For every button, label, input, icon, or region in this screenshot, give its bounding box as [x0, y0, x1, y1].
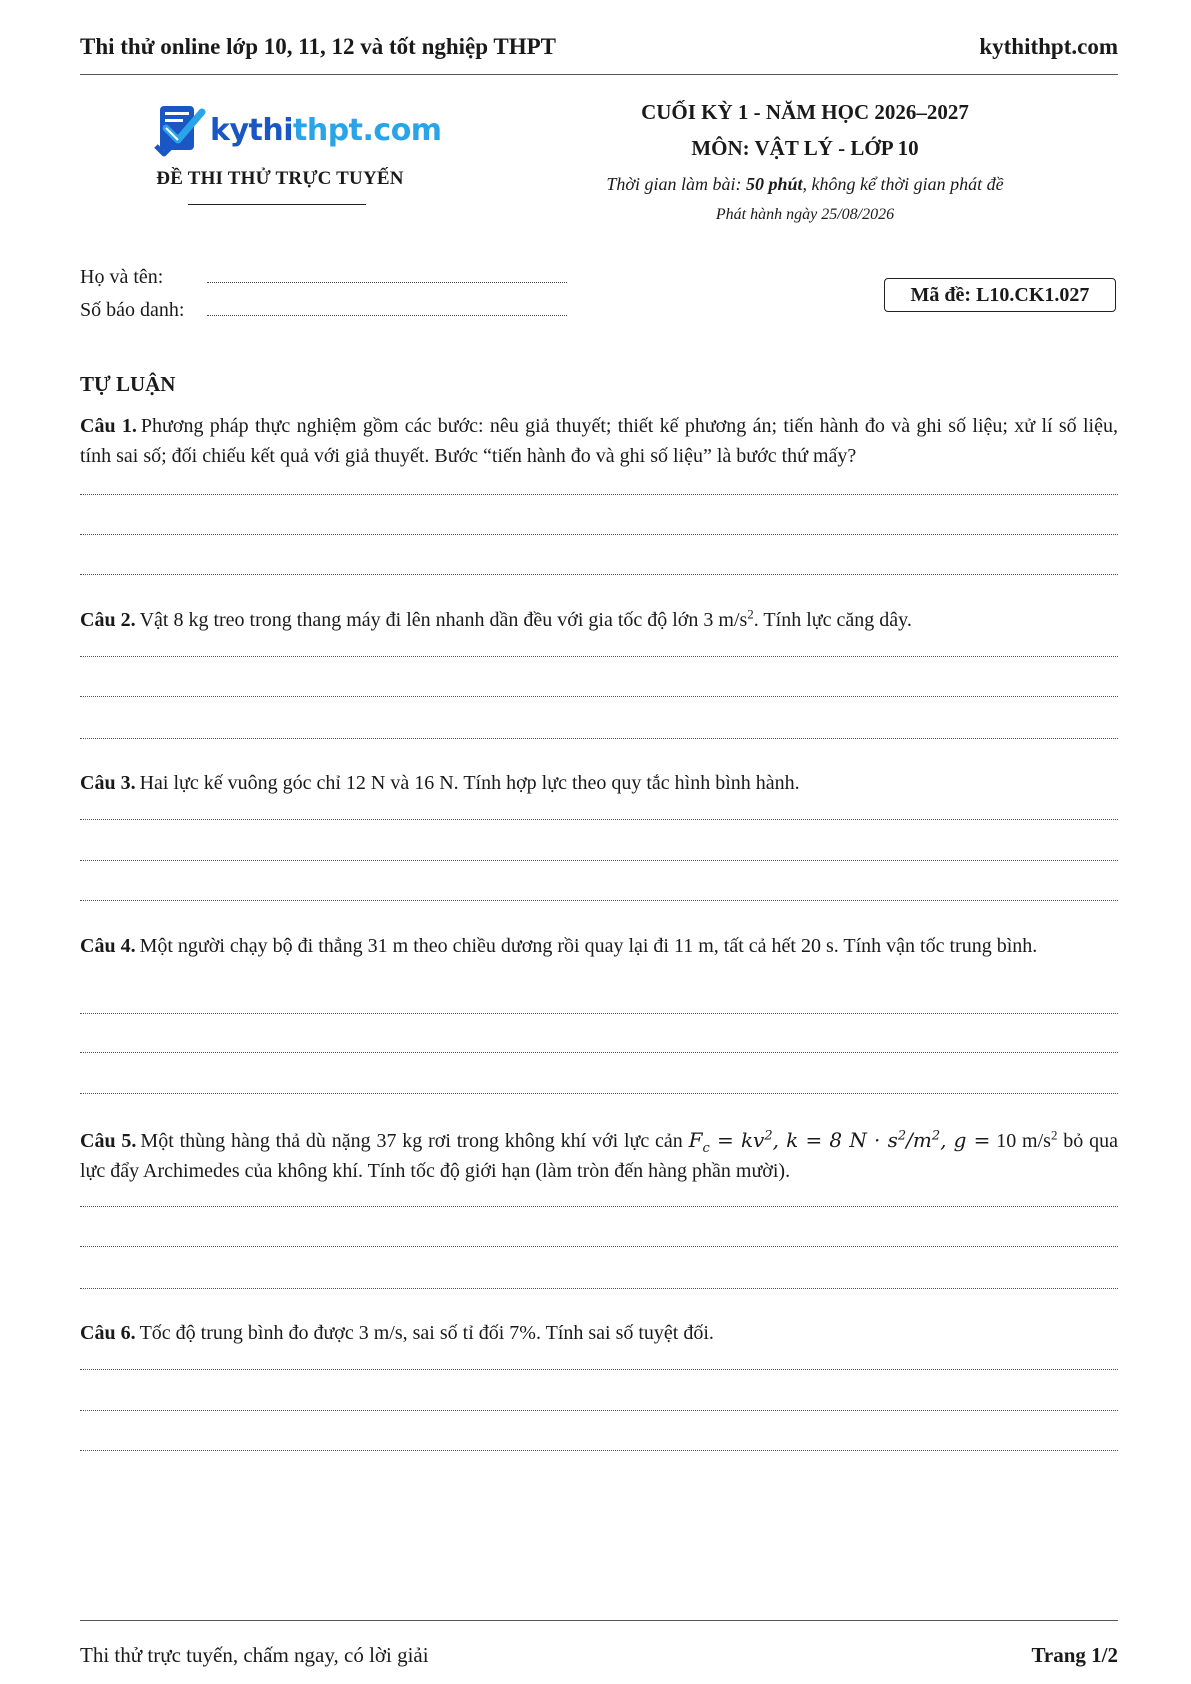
exam-code-box: Mã đề: L10.CK1.027 — [884, 278, 1116, 312]
answer-line[interactable] — [80, 819, 1118, 820]
footer-divider — [80, 1620, 1118, 1621]
answer-line[interactable] — [80, 696, 1118, 697]
header-site-title: Thi thử online lớp 10, 11, 12 và tốt nghiệp THPT — [80, 34, 556, 59]
question-4: Câu 4. Một người chạy bộ đi thẳng 31 m theo chiều dương rồi quay lại đi 11 m, tất cả hết 20 s. Tính vận tốc trung bình. — [80, 935, 1038, 957]
answer-line[interactable] — [80, 1246, 1118, 1247]
exam-title: CUỐI KỲ 1 - NĂM HỌC 2026–2027 — [641, 100, 969, 124]
answer-line[interactable] — [80, 1206, 1118, 1207]
answer-line[interactable] — [80, 1093, 1118, 1094]
answer-line[interactable] — [80, 900, 1118, 901]
answer-line[interactable] — [80, 494, 1118, 495]
section-title: TỰ LUẬN — [80, 372, 176, 396]
page-footer — [80, 1640, 1118, 1670]
page-number: Trang 1/2 — [1031, 1642, 1118, 1667]
answer-line[interactable] — [80, 1288, 1118, 1289]
question-5: Câu 5. Một thùng hàng thả dù nặng 37 kg rơi trong không khí với lực cản $F_c = kv^2$, k = 8 $N \cdot s^2/m^2$, g = 10 $m/s^2$ bỏ qua lực đẩy Archimedes của không khí. Tính tốc độ giới hạn (làm tròn đến hàng phần mười). — [80, 1127, 1119, 1182]
answer-line[interactable] — [80, 1410, 1118, 1411]
logo — [152, 100, 442, 160]
answer-line[interactable] — [80, 738, 1118, 739]
student-name-field[interactable] — [207, 268, 567, 283]
student-name-label: Họ và tên: — [80, 266, 164, 288]
answer-line[interactable] — [80, 534, 1118, 535]
answer-line[interactable] — [80, 1052, 1118, 1053]
answer-line[interactable] — [80, 1013, 1118, 1014]
header-divider — [80, 74, 1118, 75]
answer-line[interactable] — [80, 656, 1118, 657]
answer-line[interactable] — [80, 1450, 1118, 1451]
student-id-row — [80, 299, 567, 322]
student-name-row — [80, 266, 567, 289]
page-header — [80, 20, 1118, 74]
logo-block — [130, 100, 442, 210]
school-label-underline — [188, 204, 366, 205]
answer-line[interactable] — [80, 860, 1118, 861]
question-1: Câu 1. Phương pháp thực nghiệm gồm các bước: nêu giả thuyết; thiết kế phương án; tiến hành đo và ghi số liệu; xử lí số liệu, tính sai số; đối chiếu kết quả với giả thuyết. Bước “tiến hành đo và ghi số liệu” là bước thứ mấy? — [80, 415, 1118, 467]
student-id-label: Số báo danh: — [80, 299, 185, 321]
school-label: ĐỀ THI THỬ TRỰC TUYẾN — [156, 168, 404, 189]
question-3: Câu 3. Hai lực kế vuông góc chỉ 12 N và 16 N. Tính hợp lực theo quy tắc hình bình hành. — [80, 772, 800, 794]
footer-tagline: Thi thử trực tuyến, chấm ngay, có lời giải — [80, 1642, 429, 1667]
student-id-field[interactable] — [207, 301, 567, 316]
answer-line[interactable] — [80, 1369, 1118, 1370]
header-site-url: kythithpt.com — [979, 34, 1118, 59]
question-6: Câu 6. Tốc độ trung bình đo được 3 m/s, sai số tỉ đối 7%. Tính sai số tuyệt đối. — [80, 1322, 714, 1344]
question-2: Câu 2. Vật 8 kg treo trong thang máy đi lên nhanh dần đều với gia tốc độ lớn 3 $m/s^2$. Tính lực căng dây. — [80, 606, 912, 631]
answer-line[interactable] — [80, 574, 1118, 575]
kythithpt-logo-icon — [152, 102, 208, 158]
exam-release-date: Phát hành ngày 25/08/2026 — [715, 206, 895, 223]
exam-info — [560, 94, 1050, 230]
exam-time: Thời gian làm bài: 50 phút, không kể thời gian phát đề — [606, 174, 1004, 194]
logo-text: kythithpt.com — [210, 112, 442, 148]
exam-subject: MÔN: VẬT LÝ - LỚP 10 — [691, 136, 919, 160]
